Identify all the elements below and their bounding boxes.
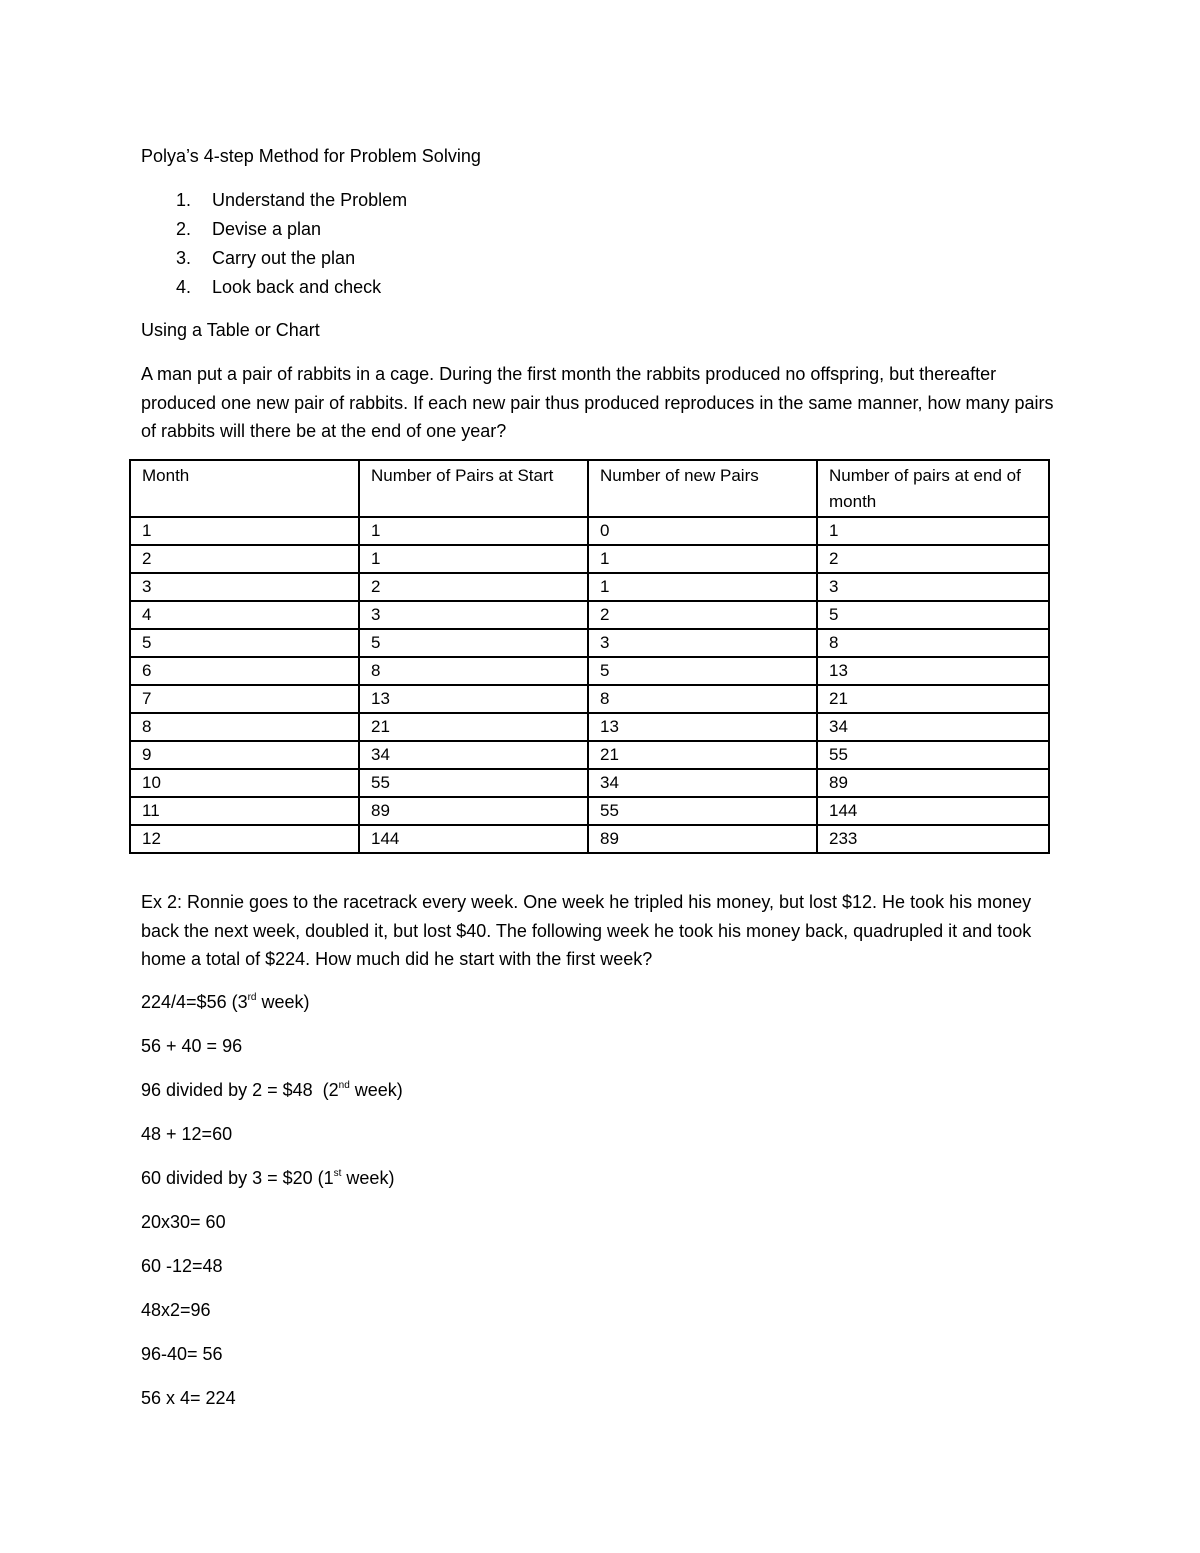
table-cell: 1 [588, 545, 817, 573]
table-cell: 34 [359, 741, 588, 769]
table-cell: 10 [130, 769, 359, 797]
table-cell: 11 [130, 797, 359, 825]
table-row [130, 657, 1049, 685]
table-cell: 4 [130, 601, 359, 629]
list-item [141, 244, 407, 273]
table-row [130, 769, 1049, 797]
table-cell: 21 [588, 741, 817, 769]
table-cell: 89 [588, 825, 817, 853]
table-cell: 3 [817, 573, 1049, 601]
table-cell: 144 [817, 797, 1049, 825]
work-line [141, 1164, 403, 1208]
table-cell: 3 [359, 601, 588, 629]
work-line: 48 + 12=60 [141, 1124, 233, 1144]
work-line: 60 -12=48 [141, 1256, 223, 1276]
table-cell: 13 [359, 685, 588, 713]
table-row [130, 741, 1049, 769]
work-line-tail: week) [349, 1080, 403, 1100]
table-row [130, 545, 1049, 573]
table-header-cell: Number of new Pairs [588, 460, 817, 517]
work-line: 56 x 4= 224 [141, 1388, 236, 1408]
list-item-text: Look back and check [212, 277, 382, 297]
table-cell: 2 [130, 545, 359, 573]
table-cell: 12 [130, 825, 359, 853]
table-cell: 21 [817, 685, 1049, 713]
table-cell: 1 [359, 517, 588, 545]
table-header-cell: Number of pairs at end of month [817, 460, 1049, 517]
table-cell: 2 [817, 545, 1049, 573]
work-line [141, 988, 403, 1032]
list-number: 1. [176, 190, 192, 210]
table-cell: 55 [588, 797, 817, 825]
table-row [130, 685, 1049, 713]
list-number: 3. [176, 248, 192, 268]
table-cell: 55 [817, 741, 1049, 769]
table-cell: 9 [130, 741, 359, 769]
table-cell: 0 [588, 517, 817, 545]
table-cell: 89 [359, 797, 588, 825]
list-item [141, 215, 407, 244]
list-number: 4. [176, 277, 192, 297]
example-2-text: Ex 2: Ronnie goes to the racetrack every week. One week he tripled his money, but lost $12. He took his money back the next week, doubled it, but lost $40. The following week he took his money back, quadrupled it and took home a total of $224. How much did he start with the first week? [141, 892, 1032, 969]
table-cell: 55 [359, 769, 588, 797]
page-title: Polya’s 4-step Method for Problem Solving [141, 146, 481, 166]
table-row [130, 713, 1049, 741]
list-item [141, 186, 407, 215]
list-item-text: Devise a plan [212, 219, 322, 239]
table-cell: 3 [588, 629, 817, 657]
table-cell: 233 [817, 825, 1049, 853]
table-header-cell: Month [130, 460, 359, 517]
table-cell: 1 [588, 573, 817, 601]
steps-list [141, 186, 407, 302]
table-cell: 89 [817, 769, 1049, 797]
table-cell: 13 [817, 657, 1049, 685]
table-cell: 5 [130, 629, 359, 657]
ordinal-suffix: nd [338, 1080, 350, 1091]
table-cell: 144 [359, 825, 588, 853]
list-item [141, 273, 407, 302]
work-line-main: 96 divided by 2 = $48 (2 [141, 1080, 339, 1100]
work-line-main: 224/4=$56 (3 [141, 992, 248, 1012]
table-cell: 1 [130, 517, 359, 545]
work-line-main: 60 divided by 3 = $20 (1 [141, 1168, 334, 1188]
work-line-tail: week) [256, 992, 310, 1012]
table-cell: 13 [588, 713, 817, 741]
table-cell: 8 [359, 657, 588, 685]
work-line: 96-40= 56 [141, 1344, 223, 1364]
table-cell: 3 [130, 573, 359, 601]
table-row [130, 825, 1049, 853]
table-row [130, 629, 1049, 657]
table-row [130, 517, 1049, 545]
table-cell: 8 [588, 685, 817, 713]
rabbit-table [129, 459, 1050, 854]
work-line: 56 + 40 = 96 [141, 1036, 243, 1056]
table-cell: 34 [817, 713, 1049, 741]
table-header-row [130, 460, 1049, 517]
table-cell: 5 [359, 629, 588, 657]
table-cell: 1 [359, 545, 588, 573]
work-line [141, 1076, 403, 1120]
table-row [130, 797, 1049, 825]
ordinal-suffix: rd [247, 992, 257, 1003]
table-cell: 7 [130, 685, 359, 713]
ordinal-suffix: st [333, 1168, 342, 1179]
table-cell: 5 [588, 657, 817, 685]
table-cell: 8 [817, 629, 1049, 657]
table-cell: 2 [588, 601, 817, 629]
list-item-text: Carry out the plan [212, 248, 356, 268]
list-item-text: Understand the Problem [212, 190, 408, 210]
table-cell: 1 [817, 517, 1049, 545]
table-header-cell: Number of Pairs at Start [359, 460, 588, 517]
work-lines [141, 988, 403, 1428]
table-cell: 2 [359, 573, 588, 601]
table-cell: 8 [130, 713, 359, 741]
table-cell: 34 [588, 769, 817, 797]
work-line: 20x30= 60 [141, 1212, 226, 1232]
table-row [130, 601, 1049, 629]
table-cell: 5 [817, 601, 1049, 629]
section-title: Using a Table or Chart [141, 320, 320, 340]
problem-text: A man put a pair of rabbits in a cage. During the first month the rabbits produced no offspring, but thereafter produced one new pair of rabbits. If each new pair thus produced reproduces in the same manner, how many pairs of rabbits will there be at the end of one year? [141, 364, 1054, 441]
work-line-tail: week) [341, 1168, 395, 1188]
list-number: 2. [176, 219, 192, 239]
work-line: 48x2=96 [141, 1300, 211, 1320]
table-cell: 21 [359, 713, 588, 741]
table-row [130, 573, 1049, 601]
table-cell: 6 [130, 657, 359, 685]
